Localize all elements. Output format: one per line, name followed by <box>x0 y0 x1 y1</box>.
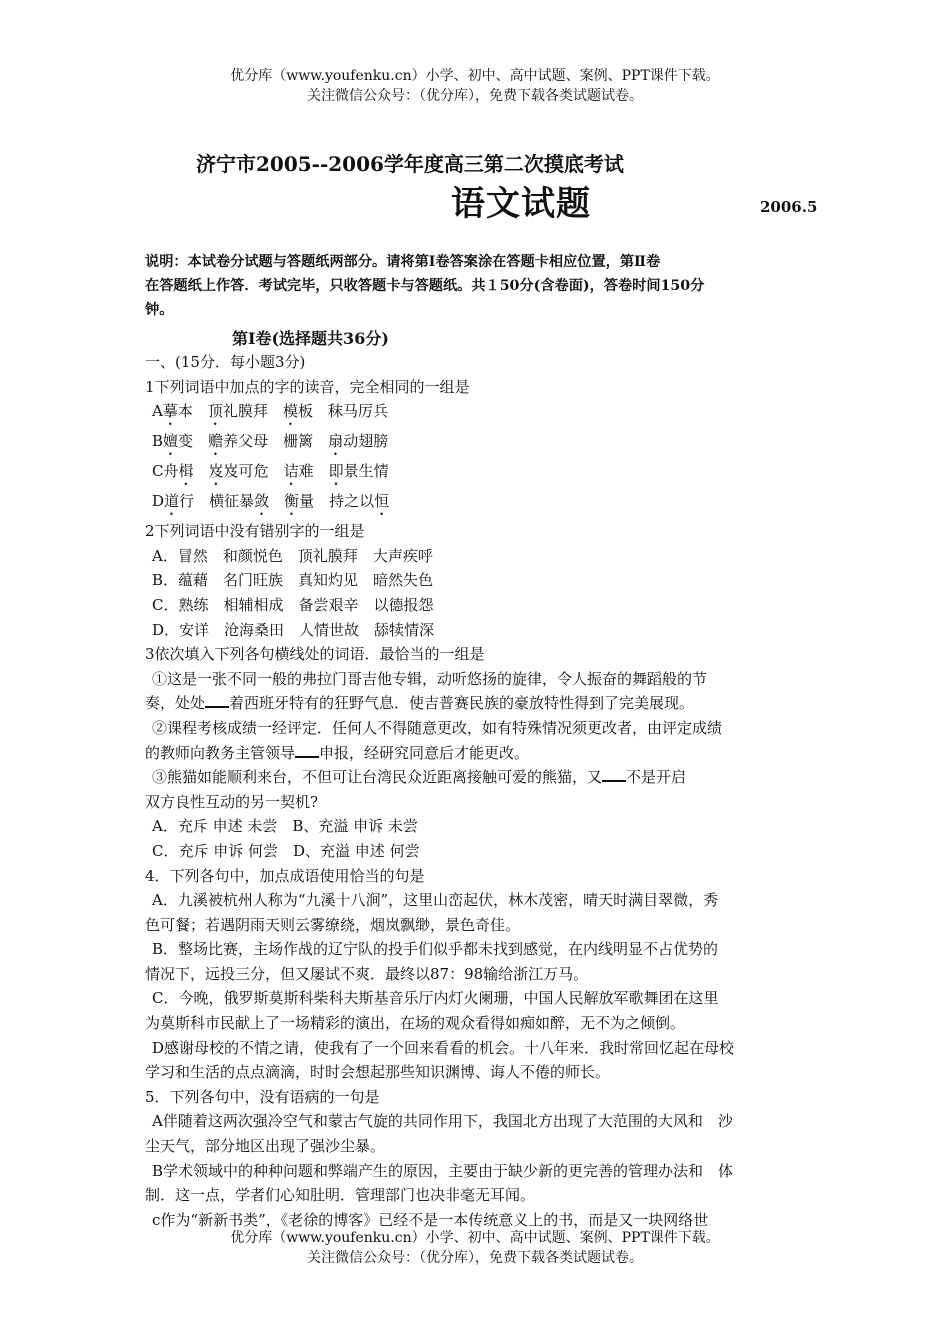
instructions-line-2: 在答题纸上作答．考试完毕，只收答题卡与答题纸。共１50分(含卷面)，答卷时间150分 <box>145 278 705 294</box>
exam-title: 济宁市2005--2006学年度高三第二次摸底考试 <box>196 152 624 176</box>
word-part: 舟 <box>163 462 179 481</box>
question-1-option-a <box>145 399 810 429</box>
question-1-stem: 1下列词语中加点的字的读音，完全相同的一组是 <box>145 377 470 396</box>
dotted-char: 楫 <box>178 462 194 481</box>
word-part: 岌可危 <box>223 462 269 481</box>
header-line-2: 关注微信公众号：（优分库），免费下载各类试题试卷。 <box>307 88 643 104</box>
footer-line-1: 优分库（www.youfenku.cn）小学、初中、高中试题、案例、PPT课件下载。 <box>230 1230 720 1246</box>
question-4-option-a-cont: 色可餐；若遇阴雨天则云雾缭绕，烟岚飘缈，景色奇佳。 <box>145 915 521 934</box>
question-5-option-a-cont: 尘天气，部分地区出现了强沙尘暴。 <box>145 1137 386 1156</box>
instructions-line-3: 钟。 <box>145 302 174 318</box>
dotted-char: 衡 <box>284 492 300 511</box>
question-5-stem: 5．下列各句中，没有语病的一句是 <box>145 1087 380 1106</box>
question-3-sentence-1-cont <box>145 691 810 716</box>
dotted-char: 敛 <box>254 492 270 511</box>
question-2-option-b: B．蕴藉 名门旺族 真知灼见 暗然失色 <box>152 571 434 590</box>
dotted-char: 岌 <box>208 462 224 481</box>
option-letter: D <box>152 492 165 511</box>
question-5-option-a: A伴随着这两次强冷空气和蒙古气旋的共同作用下，我国北方出现了大范围的大风和 沙 <box>152 1112 733 1131</box>
exam-date: 2006.5 <box>760 198 818 216</box>
text-segment: 着西班牙特有的狂野气息．使吉普赛民族的豪放特性得到了完美展现。 <box>229 694 695 713</box>
question-1-options <box>145 399 810 519</box>
question-3-sentence-2: ②课程考核成绩一经评定．任何人不得随意更改，如有特殊情况须更改者，由评定成绩 <box>152 718 723 737</box>
word-part: 栅 <box>283 432 299 451</box>
dotted-char: 诘 <box>283 462 299 481</box>
word-part: 难 <box>298 462 314 481</box>
option-letter: B <box>152 432 164 451</box>
text-segment: 不是开启 <box>626 768 687 787</box>
dotted-char: 恒 <box>374 492 390 511</box>
question-4-option-b: B．整场比赛，主场作战的辽宁队的投手们似乎都未找到感觉，在内线明显不占优势的 <box>152 940 719 959</box>
fill-blank <box>205 692 229 708</box>
section-title: 第Ⅰ卷(选择题共36分) <box>232 329 389 348</box>
question-4-option-c: C．今晚，俄罗斯莫斯科柴科夫斯基音乐厅内灯火阑珊，中国人民解放军歌舞团在这里 <box>152 989 719 1008</box>
subject-title: 语文试题 <box>451 184 591 224</box>
question-3-stem: 3依次填入下列各句横线处的词语．最恰当的一组是 <box>145 645 485 664</box>
instructions-line-1: 说明：本试卷分试题与答题纸两部分。请将第Ⅰ卷答案涂在答题卡相应位置，第Ⅱ卷 <box>145 254 661 270</box>
page-header <box>0 66 950 106</box>
word-part: 量 <box>299 492 315 511</box>
word-part: 行 <box>179 492 195 511</box>
question-2-stem: 2下列词语中没有错别字的一组是 <box>145 522 365 541</box>
question-4-option-d: D感谢母校的不情之请，使我有了一个回来看看的机会。十八年来．我时常回忆起在母校 <box>152 1038 735 1057</box>
header-line-1: 优分库（www.youfenku.cn）小学、初中、高中试题、案例、PPT课件下载。 <box>230 68 720 84</box>
part-heading: 一、(15分．每小题3分) <box>145 353 306 371</box>
word-part: 变 <box>178 432 194 451</box>
question-4-option-a: A．九溪被杭州人称为“九溪十八涧”，这里山峦起伏，林木茂密，晴天时满目翠微，秀 <box>152 891 719 910</box>
text-segment: 奏，处处 <box>145 694 206 713</box>
question-1-option-d <box>145 489 810 519</box>
word-part: 横征暴 <box>209 492 255 511</box>
fill-blank <box>602 766 626 782</box>
question-2-option-c: C．熟练 相辅相成 备尝艰辛 以德报怨 <box>152 595 434 614</box>
dotted-char: 摹 <box>162 402 178 421</box>
dotted-char: 扇 <box>328 432 344 451</box>
word-part: 篱 <box>298 432 314 451</box>
question-4-option-c-cont: 为莫斯科市民献上了一场精彩的演出，在场的观众看得如痴如醉，无不为之倾倒。 <box>145 1014 686 1033</box>
option-letter: C <box>152 462 164 481</box>
dotted-char: 嬗 <box>163 432 179 451</box>
word-part: 本 <box>177 402 193 421</box>
question-1-option-b <box>145 429 810 459</box>
word-part: 动翅膀 <box>343 432 389 451</box>
question-4-option-b-cont: 情况下，远投三分，但又屡试不爽．最终以87：98输给浙江万马。 <box>145 964 589 983</box>
dotted-char: 赡 <box>208 432 224 451</box>
question-3-sentence-1: ①这是一张不同一般的弗拉门哥吉他专辑，动听悠扬的旋律，令人振奋的舞蹈般的节 <box>152 669 708 688</box>
dotted-char: 模 <box>282 402 298 421</box>
question-1-option-c <box>145 459 810 489</box>
text-segment: 的教师向教务主管领导 <box>145 743 296 762</box>
word-part: 持之以 <box>329 492 375 511</box>
question-3-sentence-3-cont: 双方良性互动的另一契机? <box>145 792 319 811</box>
exam-body <box>145 350 810 1232</box>
word-part: 景生情 <box>343 462 389 481</box>
question-4-stem: 4．下列各句中，加点成语使用恰当的句是 <box>145 866 425 885</box>
word-part: 秣马 <box>327 402 358 421</box>
word-part: 板 <box>297 402 313 421</box>
question-5-option-c: c作为“新新书类”，《老徐的博客》已经不是一本传统意义上的书，而是又一块网络世 <box>152 1210 709 1229</box>
fill-blank <box>295 742 319 758</box>
question-2-option-a: A．冒然 和颜悦色 顶礼膜拜 大声疾呼 <box>152 546 433 565</box>
question-2-option-d: D．安详 沧海桑田 人情世故 舔犊情深 <box>152 620 435 639</box>
question-3-options-cd: C．充斥 申诉 何尝 D、充溢 申述 何尝 <box>152 841 420 860</box>
question-5-option-b-cont: 制．这一点，学者们心知肚明．管理部门也决非毫无耳闻。 <box>145 1186 536 1205</box>
question-3-options-ab: A．充斥 申述 未尝 B、充溢 申诉 未尝 <box>152 817 418 836</box>
text-segment: 申报，经研究同意后才能更改。 <box>319 743 530 762</box>
dotted-char: 顶 <box>207 402 223 421</box>
page-footer <box>0 1228 950 1268</box>
dotted-char: 道 <box>164 492 180 511</box>
word-part: 礼膜拜 <box>222 402 268 421</box>
option-letter: A <box>152 402 163 421</box>
question-3-sentence-3 <box>145 765 810 790</box>
question-4-option-d-cont: 学习和生活的点点滴滴，时时会想起那些知识渊博、诲人不倦的师长。 <box>145 1063 611 1082</box>
question-5-option-b: B学术领域中的种种问题和弊端产生的原因，主要由于缺少新的更完善的管理办法和 体 <box>152 1161 734 1180</box>
text-segment: ③熊猫如能顺利来台，不但可让台湾民众近距离接触可爱的熊猫，又 <box>152 768 603 787</box>
word-part: 厉兵 <box>358 402 389 421</box>
instructions <box>145 250 815 322</box>
footer-line-2: 关注微信公众号：（优分库），免费下载各类试题试卷。 <box>307 1250 643 1266</box>
question-3-sentence-2-cont <box>145 741 810 766</box>
word-part: 养父母 <box>223 432 269 451</box>
dotted-char: 即 <box>328 462 344 481</box>
